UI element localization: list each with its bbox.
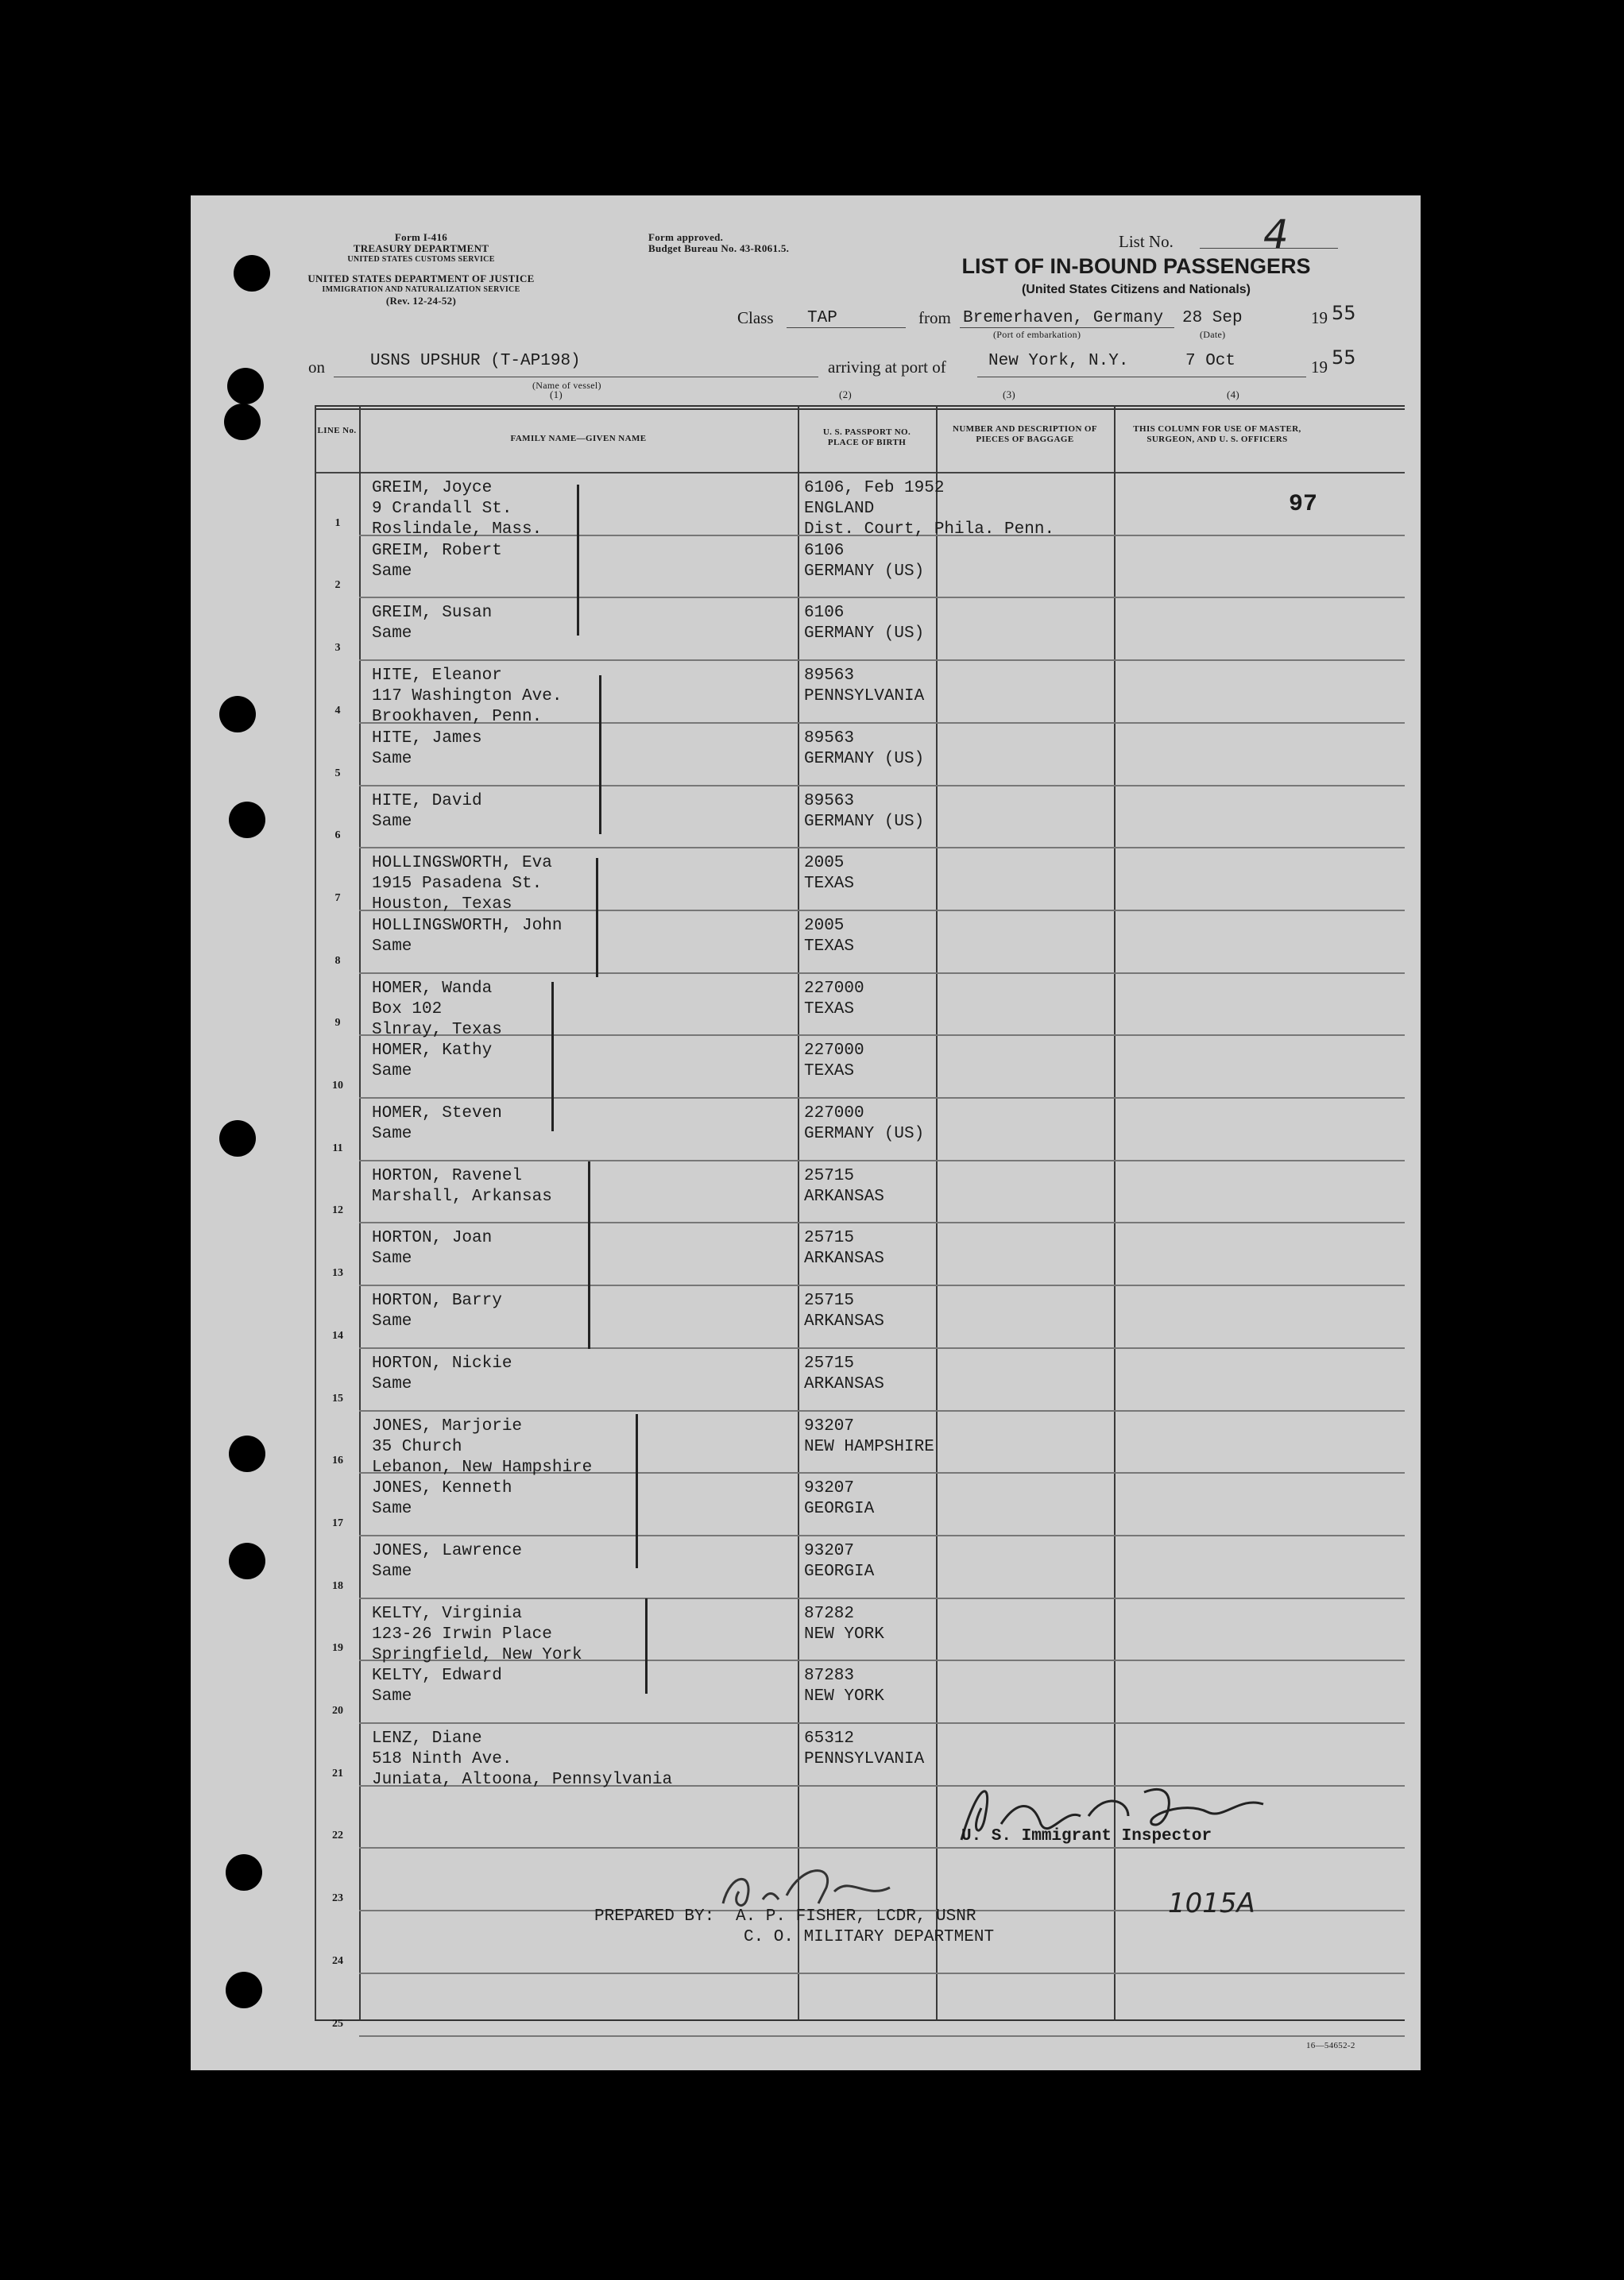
departure-date: 28 Sep: [1182, 309, 1243, 327]
passenger-name: JONES, Marjorie: [372, 1417, 523, 1436]
passport-number: 93207: [804, 1417, 855, 1436]
line-number: 16: [332, 1455, 343, 1467]
place-of-birth: GERMANY (US): [804, 750, 925, 768]
line-number: 23: [332, 1892, 343, 1904]
passenger-address: Springfield, New York: [372, 1646, 582, 1664]
place-of-birth: ARKANSAS: [804, 1250, 884, 1268]
col-num-4: (4): [1227, 388, 1240, 400]
passenger-address: Same: [372, 562, 412, 581]
line-number: 17: [332, 1517, 343, 1529]
passport-number: 87283: [804, 1667, 855, 1685]
passenger-address: 117 Washington Ave.: [372, 687, 563, 705]
passport-number: 227000: [804, 980, 864, 998]
punch-hole: [234, 255, 270, 292]
passport-number: 25715: [804, 1167, 855, 1185]
passport-number: 93207: [804, 1479, 855, 1497]
family-bracket: [645, 1598, 648, 1694]
form-revision: (Rev. 12-24-52): [385, 295, 457, 307]
passenger-address: Same: [372, 1125, 412, 1143]
passenger-name: HITE, David: [372, 792, 482, 810]
passenger-address: Same: [372, 1250, 412, 1268]
place-of-birth: Dist. Court, Phila. Penn.: [804, 520, 1055, 539]
line-number: 19: [332, 1642, 343, 1654]
passenger-name: HITE, Eleanor: [372, 667, 502, 685]
form-number: Form I-416: [394, 231, 448, 243]
passenger-address: Same: [372, 1687, 412, 1706]
list-no-value: 4: [1263, 211, 1289, 257]
passenger-address: Same: [372, 1062, 412, 1080]
passport-number: 89563: [804, 667, 855, 685]
passenger-address: Same: [372, 750, 412, 768]
arrival-year-prefix: 19: [1311, 357, 1328, 377]
line-number: 6: [334, 829, 341, 841]
line-number: 21: [332, 1768, 343, 1780]
family-bracket: [588, 1161, 590, 1349]
line-number: 13: [332, 1267, 343, 1279]
row-divider: [359, 659, 1405, 661]
family-bracket: [551, 982, 554, 1131]
passport-number: 6106: [804, 542, 845, 560]
passport-number: 2005: [804, 854, 845, 872]
line-number: 12: [332, 1204, 343, 1216]
row-divider: [359, 1097, 1405, 1099]
row-divider: [359, 785, 1405, 786]
punch-hole: [229, 1436, 265, 1472]
inspector-caption: U. S. Immigrant Inspector: [961, 1827, 1212, 1845]
passenger-address: 1915 Pasadena St.: [372, 875, 543, 893]
col-header-line-no: LINE No.: [317, 426, 357, 435]
treasury-dept: TREASURY DEPARTMENT: [353, 242, 489, 254]
line-number: 22: [332, 1830, 343, 1841]
passenger-name: HORTON, Joan: [372, 1229, 493, 1247]
passenger-address: Same: [372, 937, 412, 956]
place-of-birth: GERMANY (US): [804, 562, 925, 581]
line-number: 14: [332, 1330, 343, 1342]
port-of-embarkation: Bremerhaven, Germany: [963, 309, 1164, 327]
from-label: from: [918, 308, 951, 327]
passenger-name: HORTON, Ravenel: [372, 1167, 523, 1185]
passenger-address: Houston, Texas: [372, 895, 512, 914]
print-code: 16—54652-2: [1306, 2041, 1355, 2050]
row-divider: [359, 972, 1405, 974]
line-number: 25: [332, 2018, 343, 2030]
place-of-birth: NEW YORK: [804, 1687, 884, 1706]
place-of-birth: NEW YORK: [804, 1625, 884, 1644]
passenger-address: Slnray, Texas: [372, 1021, 502, 1039]
row-divider: [359, 1410, 1405, 1412]
passenger-address: 9 Crandall St.: [372, 500, 512, 518]
arrival-date: 7 Oct: [1185, 352, 1236, 370]
row-divider: [359, 1535, 1405, 1536]
col-num-3: (3): [1003, 388, 1016, 400]
punch-hole: [226, 1854, 262, 1891]
row-divider: [359, 1722, 1405, 1724]
customs-service: UNITED STATES CUSTOMS SERVICE: [347, 255, 495, 264]
vessel-name: USNS UPSHUR (T-AP198): [370, 352, 581, 370]
prepared-label: PREPARED BY:: [594, 1907, 715, 1926]
class-label: Class: [737, 308, 774, 327]
passport-number: 25715: [804, 1292, 855, 1310]
form-approved: Form approved.: [648, 231, 724, 243]
passenger-address: Marshall, Arkansas: [372, 1188, 552, 1206]
passenger-name: GREIM, Robert: [372, 542, 502, 560]
passenger-name: KELTY, Edward: [372, 1667, 502, 1685]
passenger-name: LENZ, Diane: [372, 1729, 482, 1748]
place-of-birth: TEXAS: [804, 1062, 855, 1080]
passenger-address: Same: [372, 1375, 412, 1393]
place-of-birth: GERMANY (US): [804, 813, 925, 831]
line-number: 9: [334, 1017, 341, 1029]
row-divider: [359, 1285, 1405, 1286]
passenger-name: JONES, Lawrence: [372, 1542, 523, 1560]
embarkation-caption: (Port of embarkation): [993, 329, 1081, 340]
place-of-birth: TEXAS: [804, 875, 855, 893]
line-number: 2: [334, 579, 341, 591]
passport-number: 25715: [804, 1354, 855, 1373]
place-of-birth: NEW HAMPSHIRE: [804, 1438, 934, 1456]
place-of-birth: GERMANY (US): [804, 624, 925, 643]
passenger-address: 518 Ninth Ave.: [372, 1750, 512, 1768]
passenger-address: Same: [372, 813, 412, 831]
row-divider: [359, 597, 1405, 598]
row-divider: [359, 1034, 1405, 1036]
punch-hole: [224, 404, 261, 440]
passenger-address: Same: [372, 624, 412, 643]
line-number: 3: [334, 642, 341, 654]
arrival-port: New York, N.Y.: [988, 352, 1129, 370]
row-divider: [359, 1598, 1405, 1599]
col-num-1: (1): [550, 388, 563, 400]
passport-number: 6106: [804, 604, 845, 622]
col-num-2: (2): [839, 388, 853, 400]
family-bracket: [577, 485, 579, 636]
passenger-name: GREIM, Susan: [372, 604, 493, 622]
row-divider: [359, 1347, 1405, 1349]
punch-hole: [219, 696, 256, 732]
passenger-address: 35 Church: [372, 1438, 462, 1456]
passenger-name: HITE, James: [372, 729, 482, 748]
passport-number: 2005: [804, 917, 845, 935]
passenger-address: Roslindale, Mass.: [372, 520, 543, 539]
officer-count: 97: [1289, 491, 1318, 518]
passport-number: 6106, Feb 1952: [804, 479, 945, 497]
line-number: 8: [334, 955, 341, 967]
family-bracket: [596, 858, 598, 977]
place-of-birth: PENNSYLVANIA: [804, 1750, 925, 1768]
place-of-birth: PENNSYLVANIA: [804, 687, 925, 705]
row-divider: [359, 847, 1405, 848]
line-number: 20: [332, 1705, 343, 1717]
passport-number: 227000: [804, 1041, 864, 1060]
col-header-name: FAMILY NAME—GIVEN NAME: [510, 434, 647, 443]
form-subtitle: (United States Citizens and Nationals): [1021, 283, 1251, 296]
departure-year: 55: [1332, 302, 1356, 324]
place-of-birth: ARKANSAS: [804, 1188, 884, 1206]
passenger-address: Lebanon, New Hampshire: [372, 1459, 593, 1477]
line-number: 11: [332, 1142, 343, 1154]
col-header-baggage: NUMBER AND DESCRIPTION OF PIECES OF BAGGAGE: [952, 424, 1098, 444]
place-of-birth: GEORGIA: [804, 1500, 875, 1518]
passenger-address: Same: [372, 1312, 412, 1331]
punch-hole: [229, 802, 265, 838]
inspector-note: 1015A: [1168, 1888, 1255, 1919]
departure-year-prefix: 19: [1311, 308, 1328, 327]
col-header-officers: THIS COLUMN FOR USE OF MASTER, SURGEON, AND U. S. OFFICERS: [1133, 424, 1301, 444]
passport-number: 65312: [804, 1729, 855, 1748]
arrival-year: 55: [1332, 346, 1356, 369]
form-title: LIST OF IN-BOUND PASSENGERS: [961, 254, 1311, 278]
row-divider: [359, 910, 1405, 911]
passenger-address: Same: [372, 1500, 412, 1518]
preparer-signature: [715, 1856, 906, 1919]
place-of-birth: GERMANY (US): [804, 1125, 925, 1143]
passport-number: 25715: [804, 1229, 855, 1247]
passenger-name: HOMER, Wanda: [372, 980, 493, 998]
line-number: 5: [334, 767, 341, 779]
passenger-name: GREIM, Joyce: [372, 479, 493, 497]
passenger-name: HORTON, Nickie: [372, 1354, 512, 1373]
punch-hole: [226, 1972, 262, 2008]
place-of-birth: ARKANSAS: [804, 1375, 884, 1393]
passport-number: 227000: [804, 1104, 864, 1123]
punch-hole: [219, 1120, 256, 1157]
line-number: 7: [334, 892, 341, 904]
arriving-label: arriving at port of: [828, 357, 946, 377]
prepared-name: A. P. FISHER, LCDR, USNR: [736, 1907, 976, 1926]
prepared-dept: C. O. MILITARY DEPARTMENT: [744, 1928, 995, 1946]
vessel-caption: (Name of vessel): [532, 380, 601, 391]
form-sheet: [191, 195, 1421, 2070]
row-divider: [359, 2035, 1405, 2037]
ins-service: IMMIGRATION AND NATURALIZATION SERVICE: [322, 285, 520, 294]
passenger-name: HORTON, Barry: [372, 1292, 502, 1310]
col-header-passport: U. S. PASSPORT NO. PLACE OF BIRTH: [822, 427, 911, 447]
line-number: 18: [332, 1580, 343, 1592]
punch-hole: [229, 1543, 265, 1579]
passport-number: 89563: [804, 792, 855, 810]
row-divider: [359, 1973, 1405, 1974]
punch-hole: [227, 368, 264, 404]
family-bracket: [636, 1414, 638, 1568]
list-no-label: List No.: [1119, 232, 1174, 251]
passenger-name: HOMER, Steven: [372, 1104, 502, 1123]
line-number: 1: [334, 517, 341, 529]
place-of-birth: TEXAS: [804, 1000, 855, 1018]
passport-number: 87282: [804, 1605, 855, 1623]
line-number: 15: [332, 1393, 343, 1405]
line-number: 10: [332, 1080, 343, 1092]
row-divider: [359, 1222, 1405, 1223]
passenger-name: JONES, Kenneth: [372, 1479, 512, 1497]
budget-bureau: Budget Bureau No. 43-R061.5.: [648, 242, 790, 254]
line-number: 24: [332, 1955, 343, 1967]
place-of-birth: ENGLAND: [804, 500, 875, 518]
passport-number: 89563: [804, 729, 855, 748]
passenger-name: HOLLINGSWORTH, Eva: [372, 854, 552, 872]
place-of-birth: ARKANSAS: [804, 1312, 884, 1331]
on-label: on: [308, 357, 325, 377]
passenger-name: HOMER, Kathy: [372, 1041, 493, 1060]
passport-number: 93207: [804, 1542, 855, 1560]
family-bracket: [599, 675, 601, 834]
passenger-name: HOLLINGSWORTH, John: [372, 917, 563, 935]
passenger-address: 123-26 Irwin Place: [372, 1625, 552, 1644]
passenger-address: Same: [372, 1563, 412, 1581]
passenger-address: Brookhaven, Penn.: [372, 708, 543, 726]
row-divider: [359, 1160, 1405, 1161]
passenger-name: KELTY, Virginia: [372, 1605, 523, 1623]
place-of-birth: TEXAS: [804, 937, 855, 956]
class-value: TAP: [807, 309, 837, 327]
place-of-birth: GEORGIA: [804, 1563, 875, 1581]
justice-dept: UNITED STATES DEPARTMENT OF JUSTICE: [307, 272, 535, 284]
line-number: 4: [334, 705, 341, 717]
passenger-address: Box 102: [372, 1000, 443, 1018]
passenger-address: Juniata, Altoona, Pennsylvania: [372, 1771, 673, 1789]
date-caption: (Date): [1200, 329, 1226, 340]
